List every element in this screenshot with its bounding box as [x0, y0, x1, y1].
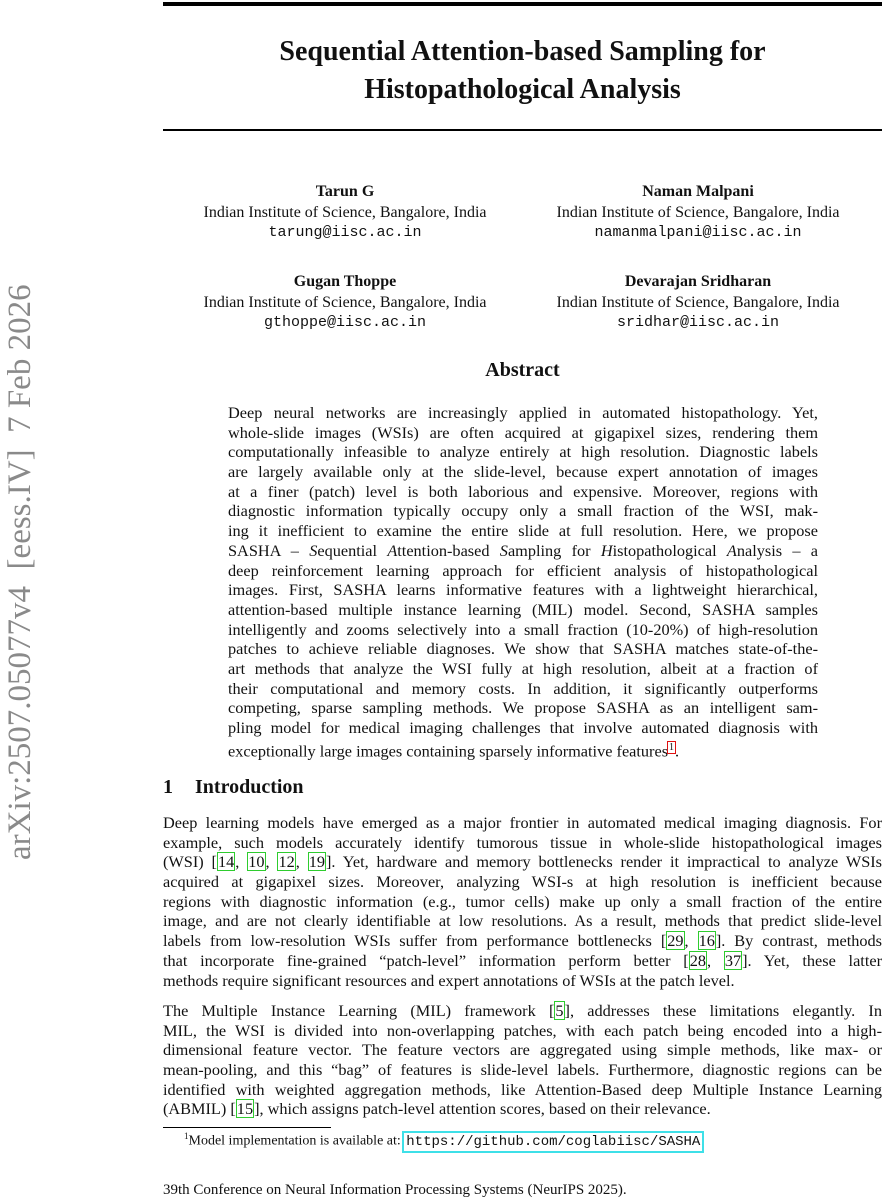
venue-note: 39th Conference on Neural Information Processing Systems (NeurIPS 2025). — [163, 1182, 627, 1198]
text-line — [163, 931, 882, 951]
text-run: intelligently and zooms selectively into a small fraction (10-20%) of high-resolution — [228, 619, 818, 639]
text-run: ing it inefficient to examine the entire slide at full resolution. Here, we propose — [228, 521, 818, 541]
author-affiliation: Indian Institute of Science, Bangalore, India — [556, 293, 840, 311]
text-line — [163, 951, 882, 971]
text-line — [228, 620, 818, 640]
citation-link[interactable]: 5 — [555, 1001, 564, 1020]
text-line — [163, 1099, 882, 1119]
text-run: regions with diagnostic information (e.g., tumor cells) make up only a small fraction of the entire — [163, 891, 882, 911]
text-line — [228, 442, 818, 462]
footnote — [184, 1131, 702, 1150]
citation-link[interactable]: 12 — [278, 852, 295, 872]
text-run: identified with weighted aggregation methods, like Attention-Based deep Multiple Instance Learning — [163, 1079, 882, 1099]
text-line — [228, 738, 818, 761]
text-line — [228, 541, 818, 561]
section-title: Introduction — [195, 776, 304, 798]
text-run: nalysis – a — [736, 540, 819, 560]
citation-link[interactable]: 14 — [217, 852, 235, 872]
section-number: 1 — [163, 776, 173, 798]
title-line: Sequential Attention-based Sampling for — [279, 36, 766, 67]
italic-letter: A — [726, 540, 737, 560]
text-line — [163, 971, 882, 991]
text-run: Deep learning models have emerged as a major frontier in automated medical imaging diagnosis. For — [163, 813, 882, 832]
text-run: , — [295, 852, 308, 872]
text-line — [228, 403, 818, 423]
text-line — [228, 679, 818, 699]
author-email[interactable]: gthoppe@iisc.ac.in — [263, 314, 427, 331]
author-block — [165, 182, 525, 244]
text-run: patches to achieve reliable diagnoses. We show that SASHA matches state-of-the- — [228, 639, 818, 659]
author-block — [518, 182, 878, 244]
text-line — [163, 813, 882, 833]
text-line — [163, 872, 882, 892]
top-rule — [163, 2, 882, 6]
text-run: are largely available only at the slide-level, because expert annotation of images — [228, 462, 818, 482]
text-run: (ABMIL) [ — [163, 1099, 236, 1119]
text-line — [163, 1001, 882, 1021]
text-line — [163, 1080, 882, 1100]
text-run: istopathological — [612, 540, 727, 560]
text-run: competing, sparse sampling methods. We propose SASHA as an intelligent sam- — [228, 698, 818, 718]
text-run: pling model for medical imaging challenges that involve automated diagnosis with — [228, 718, 818, 737]
text-line — [228, 659, 818, 679]
text-run: dimensional feature vector. The feature vectors are aggregated using simple methods, like max- or — [163, 1040, 882, 1060]
text-run: ]. By contrast, methods — [715, 931, 882, 951]
text-run: . — [675, 741, 680, 761]
text-run: equential — [317, 540, 388, 560]
author-email[interactable]: sridhar@iisc.ac.in — [616, 314, 780, 331]
author-affiliation: Indian Institute of Science, Bangalore, India — [203, 293, 487, 311]
github-link[interactable]: https://github.com/coglabiisc/SASHA — [406, 1133, 701, 1150]
text-run: ttention-based — [397, 540, 500, 560]
text-line — [228, 718, 818, 738]
text-run: art methods that analyze the WSI fully at high resolution, albeit at a fraction of — [228, 658, 818, 678]
text-run: MIL, the WSI is divided into non-overlapping patches, with each patch being encoded into a high- — [163, 1020, 882, 1040]
text-run: mean-pooling, and this “bag” of features is slide-level labels. Furthermore, diagnostic regions can be — [163, 1060, 882, 1080]
text-run: ampling for — [507, 540, 601, 560]
text-run: image, and are not clearly identifiable at low resolutions. As a result, methods that predict slide-level — [163, 911, 882, 931]
author-block — [165, 272, 525, 334]
text-run: diagnostic information typically occupy only a small fraction of the WSI, mak- — [228, 501, 818, 521]
italic-letter: H — [600, 540, 613, 560]
citation-link[interactable]: 29 — [667, 931, 684, 951]
author-email[interactable]: namanmalpani@iisc.ac.in — [594, 224, 802, 241]
text-run: labels from low-resolution WSIs suffer from performance bottlenecks [ — [163, 931, 667, 951]
citation-link[interactable]: 28 — [689, 950, 707, 970]
footnote-link[interactable]: 1 — [669, 741, 675, 753]
author-name: Naman Malpani — [642, 183, 754, 200]
text-line — [163, 852, 882, 872]
text-run: at a finer (patch) level is both laborious and expensive. Moreover, regions with — [228, 481, 818, 501]
text-line — [228, 521, 818, 541]
text-run: ]. Yet, hardware and memory bottlenecks render it impractical to analyze WSIs — [325, 852, 882, 872]
text-run: ]. Yet, these latter — [742, 950, 882, 970]
author-affiliation: Indian Institute of Science, Bangalore, India — [556, 203, 840, 221]
abstract-heading: Abstract — [485, 359, 560, 381]
author-email[interactable]: tarung@iisc.ac.in — [268, 224, 422, 241]
footnote-mark: 1 — [184, 1131, 189, 1141]
author-name: Tarun G — [315, 183, 375, 200]
title-rule — [163, 129, 882, 131]
text-line — [228, 423, 818, 443]
text-run: The Multiple Instance Learning (MIL) framework [ — [163, 1001, 555, 1020]
text-run: ], which assigns patch-level attention scores, based on their relevance. — [254, 1099, 711, 1119]
text-run: images. First, SASHA learns informative features with a lightweight hierarchical, — [228, 580, 818, 600]
text-line — [228, 600, 818, 620]
text-line — [163, 1021, 882, 1041]
text-line — [163, 1060, 882, 1080]
text-run: exceptionally large images containing sparsely informative features — [228, 741, 669, 761]
citation-link[interactable]: 19 — [308, 852, 325, 872]
text-line — [228, 462, 818, 482]
intro-paragraph — [163, 1001, 882, 1119]
text-line — [228, 501, 818, 521]
text-line — [228, 580, 818, 600]
text-run: ], addresses these limitations elegantly. In — [564, 1001, 882, 1020]
text-run: (WSI) [ — [163, 852, 217, 872]
citation-link[interactable]: 16 — [698, 931, 715, 951]
author-name: Devarajan Sridharan — [624, 273, 772, 290]
title-line: Histopathological Analysis — [364, 74, 681, 105]
section-heading — [163, 776, 304, 799]
italic-letter: S — [499, 540, 508, 560]
text-run: example, such models accurately identify tumorous tissue in whole-slide histopathological images — [163, 832, 882, 852]
text-run: attention-based multiple instance learning (MIL) model. Second, SASHA samples — [228, 599, 818, 619]
paper-title — [163, 33, 882, 109]
text-run: methods require significant resources and expert annotations of WSIs at the patch level. — [163, 970, 735, 990]
text-line — [163, 1040, 882, 1060]
text-run: their computational and memory costs. In addition, it significantly outperforms — [228, 678, 818, 698]
citation-link[interactable]: 10 — [248, 852, 265, 872]
italic-letter: S — [309, 540, 318, 560]
text-line — [163, 833, 882, 853]
text-run: , — [235, 852, 248, 872]
text-run: that incorporate fine-grained “patch-level” information perform better [ — [163, 950, 689, 970]
text-run: SASHA – — [228, 540, 310, 560]
arxiv-identifier: arXiv:2507.05077v4 [eess.IV] 7 Feb 2026 — [2, 284, 38, 860]
citation-link[interactable]: 15 — [236, 1099, 254, 1119]
text-run: , — [684, 931, 698, 951]
author-block — [518, 272, 878, 334]
intro-paragraph — [163, 813, 882, 990]
text-run: computationally infeasible to analyze entirely at high resolution. Diagnostic labels — [228, 442, 818, 462]
text-line — [228, 698, 818, 718]
text-run: Deep neural networks are increasingly applied in automated histopathology. Yet, — [228, 403, 818, 422]
text-run: whole-slide images (WSIs) are often acquired at gigapixel sizes, rendering them — [228, 422, 818, 442]
text-run: , — [707, 950, 724, 970]
text-line — [228, 561, 818, 581]
text-line — [163, 911, 882, 931]
abstract-body — [228, 403, 819, 761]
author-name: Gugan Thoppe — [293, 273, 397, 290]
text-run: , — [265, 852, 278, 872]
text-run: deep reinforcement learning approach for efficient analysis of histopathological — [228, 560, 818, 580]
text-run: acquired at gigapixel sizes. Moreover, analyzing WSI-s at high resolution is inefficient because — [163, 872, 882, 892]
footnote-rule — [163, 1127, 331, 1128]
footnote-text: Model implementation is available at: — [188, 1133, 405, 1149]
text-line — [228, 639, 818, 659]
italic-letter: A — [387, 540, 398, 560]
citation-link[interactable]: 37 — [724, 950, 742, 970]
author-affiliation: Indian Institute of Science, Bangalore, India — [203, 203, 487, 221]
text-line — [163, 892, 882, 912]
text-line — [228, 482, 818, 502]
